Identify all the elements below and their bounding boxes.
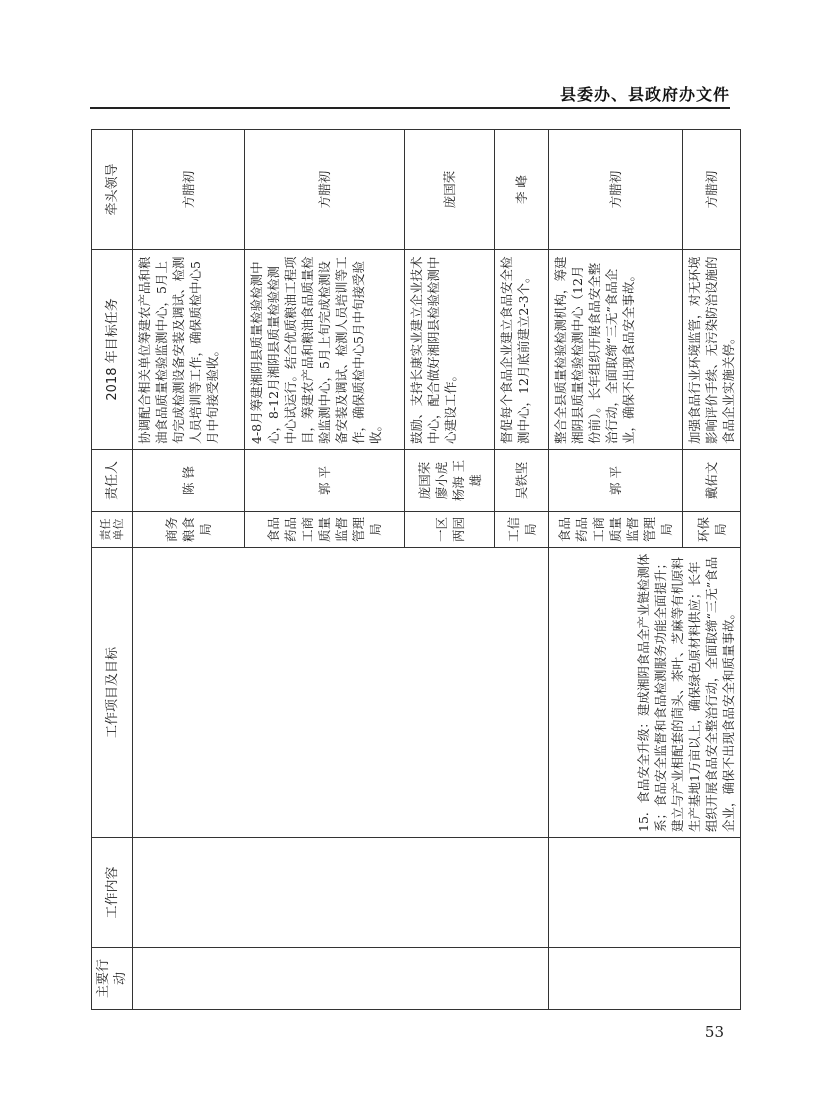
table-row bbox=[549, 130, 683, 1010]
target-cell: 协调配合相关单位筹建农产品和粮油食品质量检验监测中心，5月上旬完成检测设备安装及调试、检测人员培训等工作，确保质检中心5月中旬接受验收。 bbox=[133, 250, 245, 450]
leader-cell: 方腊初 bbox=[683, 130, 741, 250]
person-cell: 庞国荣 廖小虎 杨海 王雄 bbox=[405, 450, 495, 512]
unit-cell: 食品药品工商质量监督管理局 bbox=[549, 512, 683, 548]
table-row bbox=[133, 130, 245, 1010]
leader-cell: 李 峰 bbox=[495, 130, 549, 250]
person-cell: 陈 锋 bbox=[133, 450, 245, 512]
page-number: 53 bbox=[704, 1023, 724, 1041]
leader-cell: 方腊初 bbox=[549, 130, 683, 250]
table-header-row bbox=[92, 130, 133, 1010]
col-target: 2018 年目标任务 bbox=[92, 250, 133, 450]
col-project-goal: 工作项目及目标 bbox=[92, 548, 133, 838]
col-person: 责任人 bbox=[92, 450, 133, 512]
leader-cell: 方腊初 bbox=[133, 130, 245, 250]
leader-cell: 方腊初 bbox=[245, 130, 405, 250]
unit-cell: 工信局 bbox=[495, 512, 549, 548]
unit-cell: 环保局 bbox=[683, 512, 741, 548]
target-cell: 督促每个食品企业建立食品安全检测中心，12月底前建立2-3个。 bbox=[495, 250, 549, 450]
col-unit: 责任单位 bbox=[92, 512, 133, 548]
target-cell: 4-8月筹建湘阴县质量检验检测中心，8-12月湘阴县质量检验检测中心试运行。结合优质粮油工程项目，筹建农产品和粮油食品质量检验监测中心，5月上旬完成检测设备安装及调试、检测人员培训等工作，确保质检中心5月中旬接受验收。 bbox=[245, 250, 405, 450]
person-cell: 吴铁坚 bbox=[495, 450, 549, 512]
project-goal-cell-empty bbox=[133, 548, 549, 838]
col-leader: 牵头领导 bbox=[92, 130, 133, 250]
unit-cell: 商务粮食局 bbox=[133, 512, 245, 548]
target-cell: 整合全县质量检验检测机构，筹建湘阴县质量检验检测中心（12月份前）。长年组织开展食品安全整治行动，全面取缔“三无”食品企业，确保不出现食品安全事故。 bbox=[549, 250, 683, 450]
target-cell: 鼓励、支持长康实业建立企业技术中心，配合做好湘阴县检验检测中心建设工作。 bbox=[405, 250, 495, 450]
unit-cell: 食品药品工商质量监督管理局 bbox=[245, 512, 405, 548]
person-cell: 戴佑文 bbox=[683, 450, 741, 512]
work-content-cell bbox=[549, 838, 741, 948]
task-table bbox=[91, 129, 741, 1010]
rotated-table-wrapper bbox=[91, 130, 736, 1010]
col-work-content: 工作内容 bbox=[92, 838, 133, 948]
task-table-area bbox=[91, 130, 736, 1010]
header-rule bbox=[90, 107, 730, 109]
person-cell: 郭 平 bbox=[549, 450, 683, 512]
header-title: 县委办、县政府办文件 bbox=[559, 85, 730, 104]
col-main-action: 主要行动 bbox=[92, 948, 133, 1010]
target-cell: 加强食品行业环境监管，对无环境影响评价手续、无污染防治设施的食品企业实施关停。 bbox=[683, 250, 741, 450]
leader-cell: 庞国荣 bbox=[405, 130, 495, 250]
person-cell: 郭 平 bbox=[245, 450, 405, 512]
main-action-cell bbox=[133, 948, 549, 1010]
document-header bbox=[90, 82, 730, 102]
unit-cell: 一区两园 bbox=[405, 512, 495, 548]
project-goal-cell: 15．食品安全升级：建成湘阴食品全产业链检测体系；食品安全监督和食品检测服务功能全面提升；建立与产业相配套的茼头、茶叶、芝麻等有机原料生产基地1万亩以上，确保绿色原材料供应；长年组织开展食品安全整治行动，全面取缔“三无”食品企业，确保不出现食品安全和质量事故。 bbox=[549, 548, 741, 838]
main-action-cell bbox=[549, 948, 741, 1010]
work-content-cell bbox=[133, 838, 549, 948]
